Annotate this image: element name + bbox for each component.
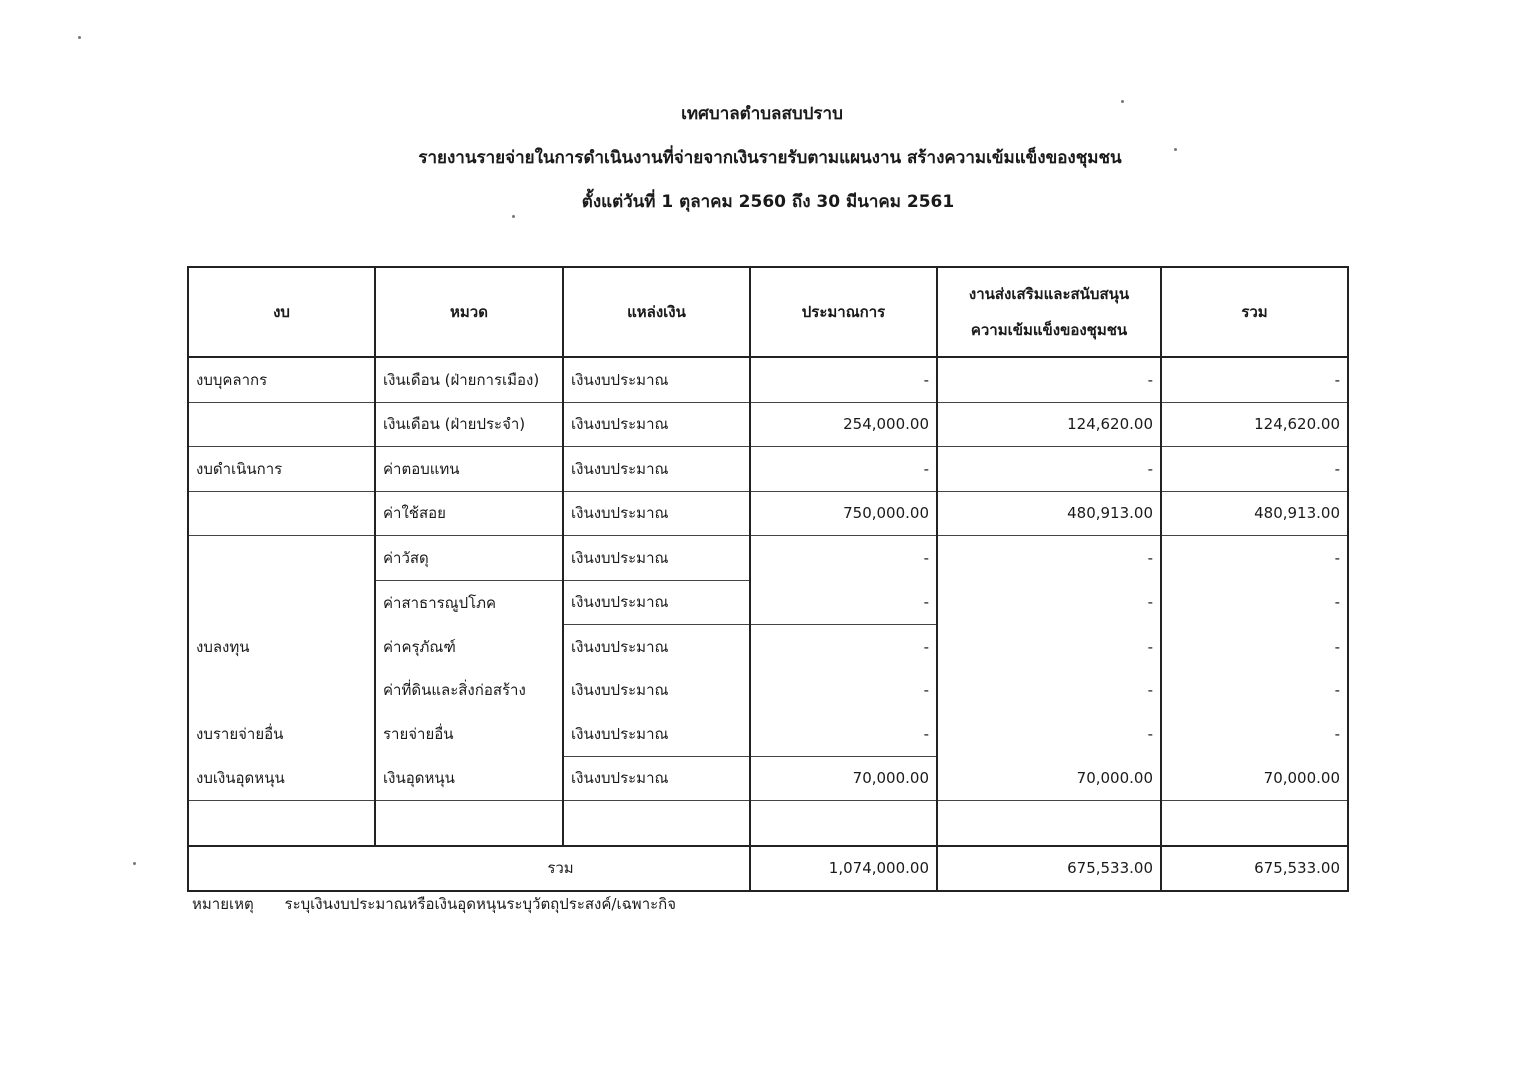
- footnote: [192, 892, 676, 916]
- row-estimate: -: [750, 669, 937, 713]
- row-source: เงินงบประมาณ: [563, 536, 750, 581]
- org-title: เทศบาลตำบลสบปราบ: [681, 104, 843, 124]
- row-total: -: [1161, 712, 1348, 756]
- table-row: [188, 756, 1348, 801]
- table-row: [188, 447, 1348, 492]
- row-total: -: [1161, 625, 1348, 669]
- col-header-source: แหล่งเงิน: [563, 267, 750, 357]
- row-category: ค่าวัสดุ: [375, 536, 563, 581]
- row-total: -: [1161, 357, 1348, 402]
- row-total: -: [1161, 536, 1348, 581]
- blank-cell: [750, 801, 937, 846]
- row-estimate: 254,000.00: [750, 402, 937, 447]
- row-estimate: 70,000.00: [750, 756, 937, 801]
- table-row: [188, 625, 1348, 669]
- row-source: เงินงบประมาณ: [563, 491, 750, 536]
- footnote-text: ระบุเงินงบประมาณหรือเงินอุดหนุนระบุวัตถุประสงค์/เฉพาะกิจ: [284, 895, 677, 913]
- report-period: ตั้งแต่วันที่ 1 ตุลาคม 2560 ถึง 30 มีนาคม 2561: [581, 192, 955, 212]
- expense-table: [187, 266, 1349, 892]
- row-source: เงินงบประมาณ: [563, 712, 750, 756]
- row-program: -: [937, 669, 1161, 713]
- blank-cell: [375, 801, 563, 846]
- row-program: -: [937, 447, 1161, 492]
- row-category: ค่าใช้สอย: [375, 491, 563, 536]
- blank-cell: [563, 801, 750, 846]
- blank-cell: [1161, 801, 1348, 846]
- row-total: -: [1161, 447, 1348, 492]
- table-row: [188, 536, 1348, 581]
- group-empty: [188, 402, 375, 447]
- row-total: 124,620.00: [1161, 402, 1348, 447]
- row-estimate: -: [750, 625, 937, 669]
- total-row: [188, 846, 1348, 892]
- total-label: รวม: [188, 846, 750, 892]
- table-row: [188, 712, 1348, 756]
- table-header-row: [188, 267, 1348, 357]
- row-program: -: [937, 357, 1161, 402]
- row-category: เงินเดือน (ฝ่ายการเมือง): [375, 357, 563, 402]
- scan-speck: [1121, 100, 1124, 103]
- row-source: เงินงบประมาณ: [563, 357, 750, 402]
- group-operations: งบดำเนินการ: [188, 447, 375, 492]
- row-estimate: -: [750, 357, 937, 402]
- group-personnel: งบบุคลากร: [188, 357, 375, 402]
- row-program: 480,913.00: [937, 491, 1161, 536]
- report-title: รายงานรายจ่ายในการดำเนินงานที่จ่ายจากเงินรายรับตามแผนงาน สร้างความเข้มแข็งของชุมชน: [418, 148, 1122, 168]
- footnote-label: หมายเหตุ: [192, 895, 254, 913]
- total-total: 675,533.00: [1161, 846, 1348, 892]
- row-source: เงินงบประมาณ: [563, 447, 750, 492]
- row-category: เงินอุดหนุน: [375, 756, 563, 801]
- table-row: [188, 491, 1348, 536]
- row-category: ค่าที่ดินและสิ่งก่อสร้าง: [375, 669, 563, 713]
- row-total: -: [1161, 669, 1348, 713]
- group-subsidy: งบเงินอุดหนุน: [188, 756, 375, 801]
- row-estimate: -: [750, 536, 937, 581]
- row-source: เงินงบประมาณ: [563, 580, 750, 625]
- group-empty: [188, 536, 375, 581]
- row-category: ค่าสาธารณูปโภค: [375, 580, 563, 625]
- row-program: -: [937, 580, 1161, 625]
- row-source: เงินงบประมาณ: [563, 756, 750, 801]
- group-empty: [188, 580, 375, 625]
- row-estimate: 750,000.00: [750, 491, 937, 536]
- col-header-program-line2: ความเข้มแข็งของชุมชน: [970, 321, 1128, 339]
- row-category: รายจ่ายอื่น: [375, 712, 563, 756]
- group-empty: [188, 669, 375, 713]
- blank-cell: [188, 801, 375, 846]
- row-source: เงินงบประมาณ: [563, 625, 750, 669]
- col-header-estimate: ประมาณการ: [750, 267, 937, 357]
- row-total: 480,913.00: [1161, 491, 1348, 536]
- row-source: เงินงบประมาณ: [563, 669, 750, 713]
- group-investment: งบลงทุน: [188, 625, 375, 669]
- row-category: เงินเดือน (ฝ่ายประจำ): [375, 402, 563, 447]
- total-program: 675,533.00: [937, 846, 1161, 892]
- group-other: งบรายจ่ายอื่น: [188, 712, 375, 756]
- scan-speck: [1174, 148, 1177, 151]
- col-header-program: [937, 267, 1161, 357]
- scan-speck: [78, 36, 81, 39]
- row-category: ค่าครุภัณฑ์: [375, 625, 563, 669]
- col-header-category: หมวด: [375, 267, 563, 357]
- row-estimate: -: [750, 447, 937, 492]
- row-estimate: -: [750, 580, 937, 625]
- table-row: [188, 357, 1348, 402]
- scan-speck: [512, 215, 515, 218]
- row-program: 124,620.00: [937, 402, 1161, 447]
- row-category: ค่าตอบแทน: [375, 447, 563, 492]
- col-header-total: รวม: [1161, 267, 1348, 357]
- table-row: [188, 669, 1348, 713]
- total-estimate: 1,074,000.00: [750, 846, 937, 892]
- scan-speck: [133, 862, 136, 865]
- blank-cell: [937, 801, 1161, 846]
- col-header-budget: งบ: [188, 267, 375, 357]
- row-program: -: [937, 625, 1161, 669]
- blank-row: [188, 801, 1348, 846]
- row-program: -: [937, 712, 1161, 756]
- table-row: [188, 580, 1348, 625]
- row-total: 70,000.00: [1161, 756, 1348, 801]
- row-estimate: -: [750, 712, 937, 756]
- row-source: เงินงบประมาณ: [563, 402, 750, 447]
- row-program: -: [937, 536, 1161, 581]
- row-total: -: [1161, 580, 1348, 625]
- group-empty: [188, 491, 375, 536]
- col-header-program-line1: งานส่งเสริมและสนับสนุน: [968, 285, 1130, 303]
- row-program: 70,000.00: [937, 756, 1161, 801]
- table-row: [188, 402, 1348, 447]
